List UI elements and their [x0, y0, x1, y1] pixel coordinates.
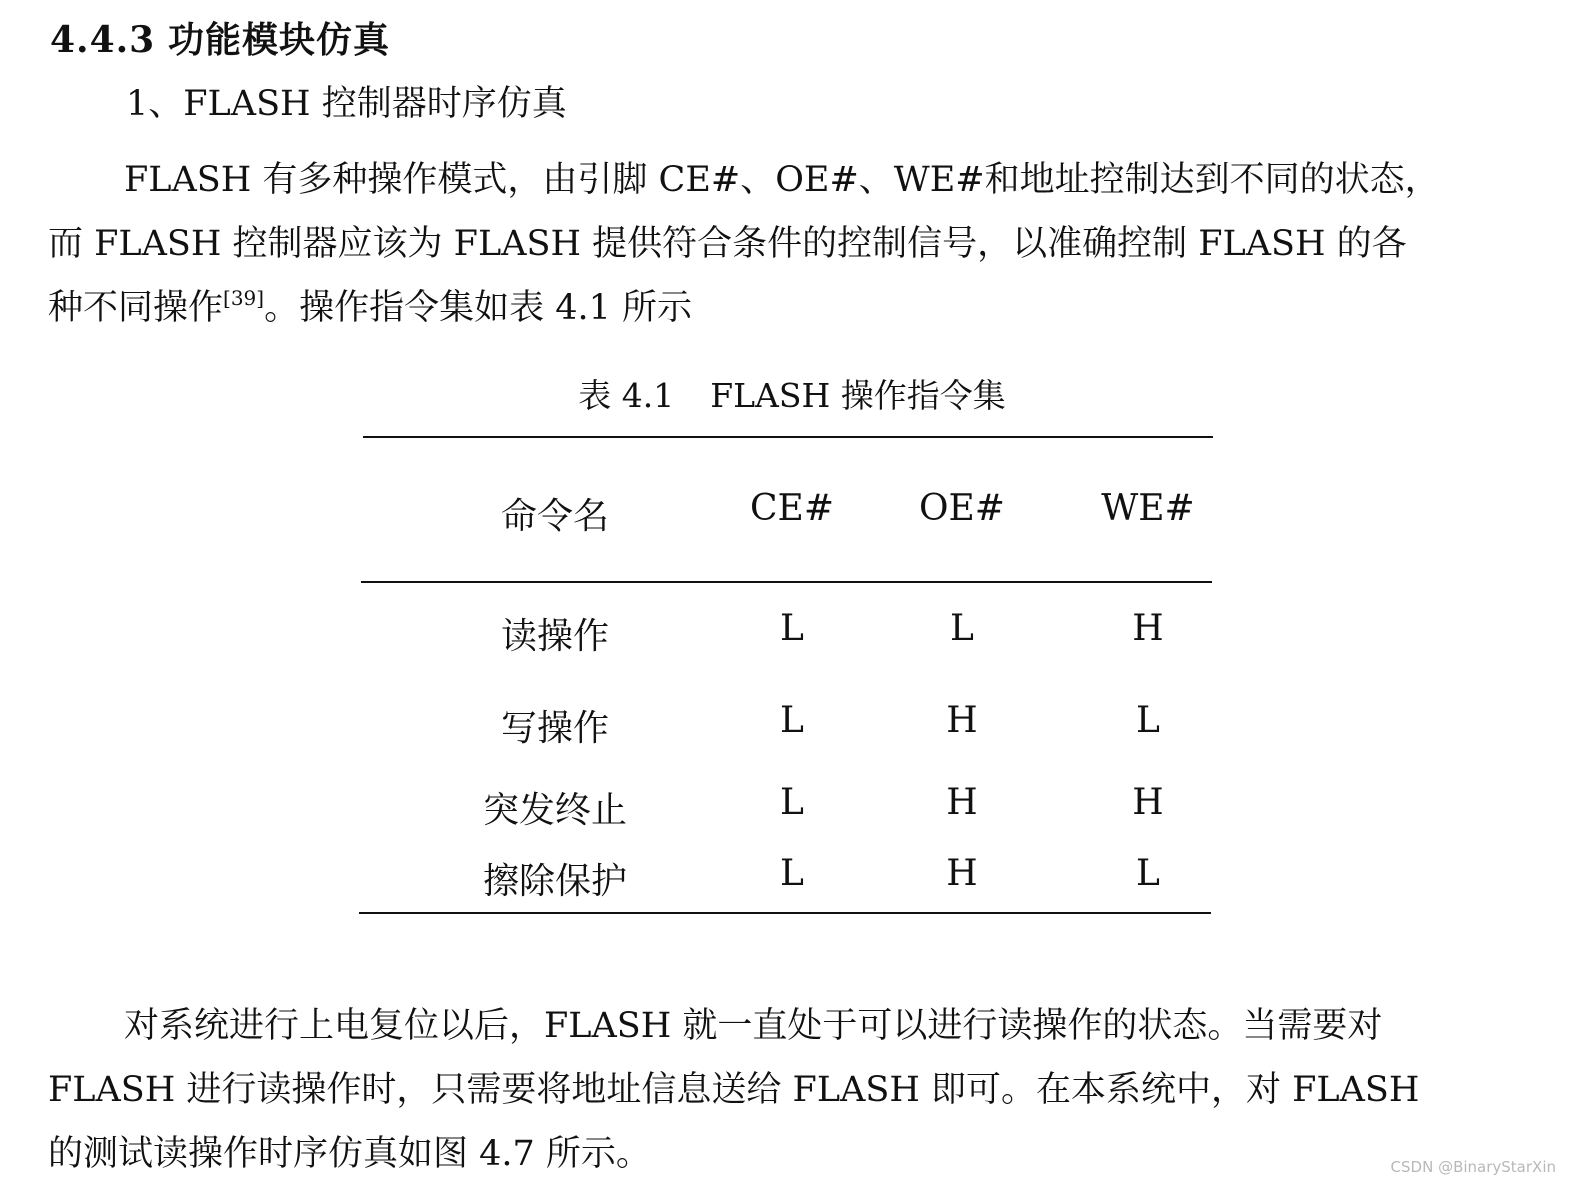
table-cell-command: 突发终止: [482, 790, 627, 831]
paragraph-line: [48, 276, 1488, 340]
table-cell-command: 写操作: [500, 708, 609, 749]
paragraph-line: 的测试读操作时序仿真如图 4.7 所示。: [48, 1134, 651, 1174]
table-header-cell: OE#: [919, 488, 1005, 529]
table-cell-oe: H: [946, 853, 978, 894]
section-title: 功能模块仿真: [168, 19, 391, 61]
paragraph-text: 。操作指令集如表 4.1 所示: [264, 288, 692, 328]
table-header-rule: [361, 581, 1212, 583]
table-caption: [0, 370, 1584, 417]
table-cell-ce: L: [780, 700, 804, 741]
table-cell-command: 擦除保护: [482, 861, 627, 902]
subsection-heading: 1、FLASH 控制器时序仿真: [126, 84, 567, 124]
watermark: CSDN @BinaryStarXin: [1390, 1158, 1556, 1176]
table-header-cell: 命令名: [500, 496, 609, 537]
table-caption-title: FLASH 操作指令集: [710, 376, 1006, 415]
intro-paragraph: [48, 148, 1488, 340]
table-cell-ce: L: [780, 782, 804, 823]
section-number: 4.4.3: [50, 19, 156, 61]
table-top-rule: [363, 436, 1213, 438]
table-cell-oe: H: [946, 782, 978, 823]
table-header-cell: CE#: [750, 488, 834, 529]
table-cell-we: H: [1132, 608, 1164, 649]
table-cell-we: L: [1136, 700, 1160, 741]
paragraph-line: 对系统进行上电复位以后，FLASH 就一直处于可以进行读操作的状态。当需要对: [124, 1006, 1383, 1046]
citation-reference: [39]: [223, 286, 265, 310]
table-cell-ce: L: [780, 853, 804, 894]
body-paragraph: [48, 994, 1488, 1186]
paragraph-line: 而 FLASH 控制器应该为 FLASH 提供符合条件的控制信号，以准确控制 FLASH 的各: [48, 224, 1407, 264]
table-header-cell: WE#: [1101, 488, 1195, 529]
paragraph-line: FLASH 进行读操作时，只需要将地址信息送给 FLASH 即可。在本系统中，对 FLASH: [48, 1070, 1420, 1110]
table-cell-command: 读操作: [500, 616, 609, 657]
table-cell-ce: L: [780, 608, 804, 649]
table-cell-we: L: [1136, 853, 1160, 894]
table-cell-oe: L: [950, 608, 974, 649]
paragraph-line: FLASH 有多种操作模式，由引脚 CE#、OE#、WE#和地址控制达到不同的状态，: [124, 160, 1440, 200]
table-bottom-rule: [359, 912, 1211, 914]
table-cell-we: H: [1132, 782, 1164, 823]
paragraph-text: 种不同操作: [48, 288, 224, 328]
table-cell-oe: H: [946, 700, 978, 741]
section-heading: [50, 12, 390, 63]
table-caption-number: 表 4.1: [578, 376, 675, 415]
